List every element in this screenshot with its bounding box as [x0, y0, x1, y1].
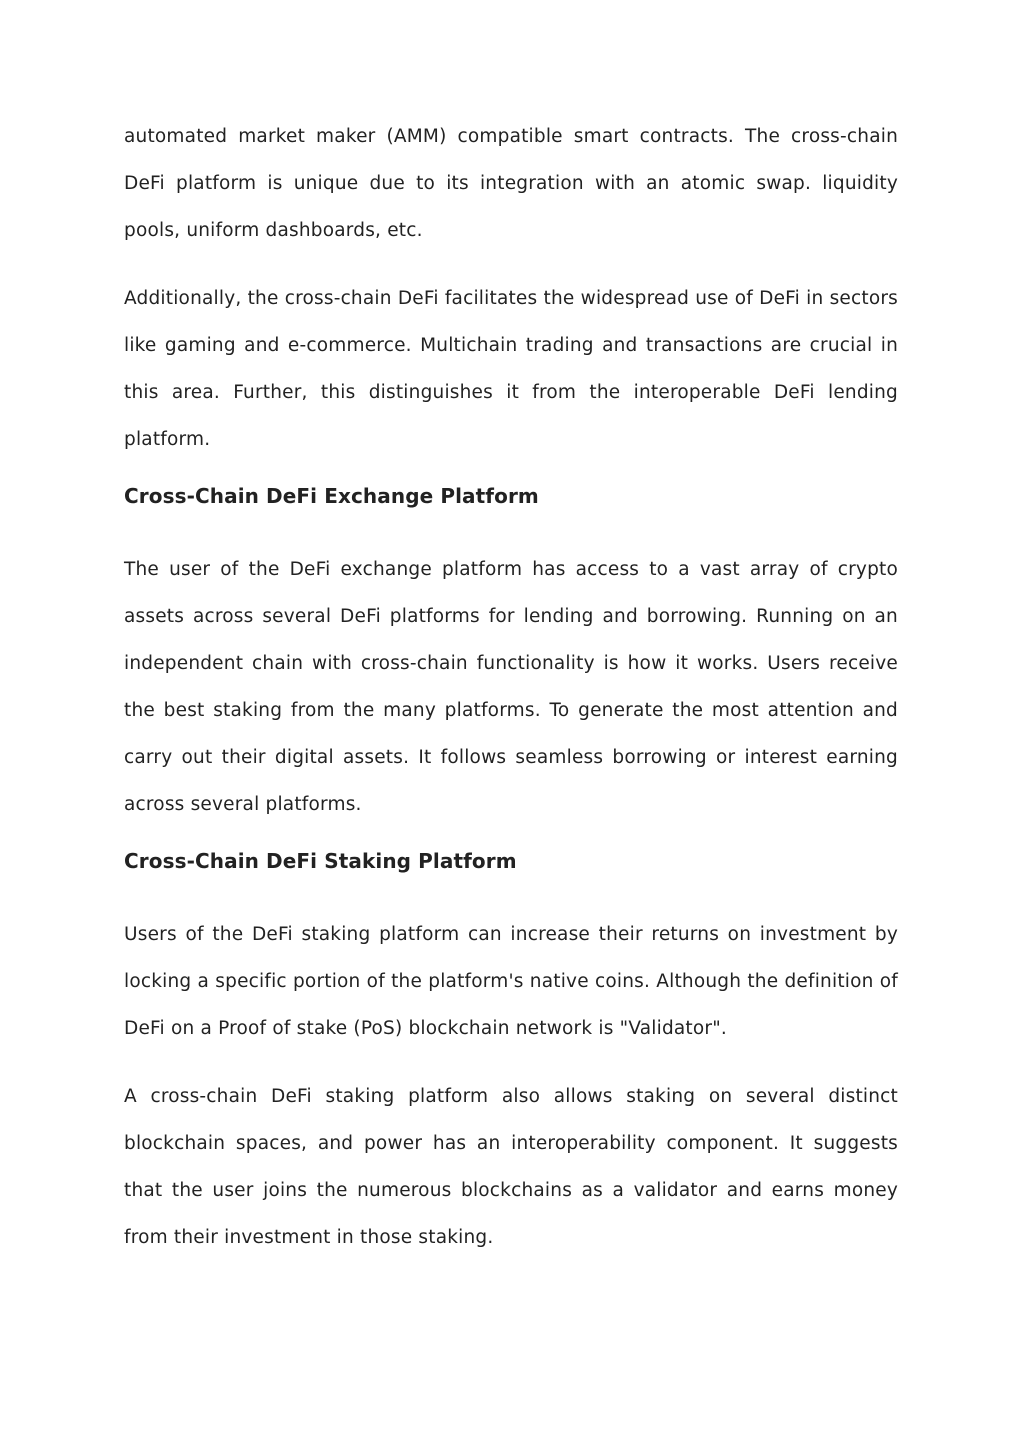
- paragraph-exchange: The user of the DeFi exchange platform has access to a vast array of crypto assets across several DeFi platforms for lending and borrowing. Running on an independent chain with cross-chain functionality is how it works. Users receive the best staking from the many platforms. To generate the most attention and carry out their digital assets. It follows seamless borrowing or interest earning across several platforms.: [124, 559, 898, 815]
- document-body: [124, 113, 898, 1282]
- heading-staking-platform: Cross-Chain DeFi Staking Platform: [124, 849, 517, 873]
- paragraph-additionally: Additionally, the cross-chain DeFi facilitates the widespread use of DeFi in sectors like gaming and e-commerce. Multichain trading and transactions are crucial in this area. Further, this distinguishes it from the interoperable DeFi lending platform.: [124, 288, 898, 450]
- paragraph-amm: automated market maker (AMM) compatible smart contracts. The cross-chain DeFi platform is unique due to its integration with an atomic swap. liquidity pools, uniform dashboards, etc.: [124, 126, 898, 241]
- heading-exchange-platform: Cross-Chain DeFi Exchange Platform: [124, 484, 539, 508]
- paragraph-cross-chain-staking: A cross-chain DeFi staking platform also allows staking on several distinct blockchain spaces, and power has an interoperability component. It suggests that the user joins the numerous blockchains as a validator and earns money from their investment in those staking.: [124, 1086, 898, 1248]
- paragraph-staking: Users of the DeFi staking platform can increase their returns on investment by locking a specific portion of the platform's native coins. Although the definition of DeFi on a Proof of stake (PoS) blockchain network is "Validator".: [124, 924, 898, 1039]
